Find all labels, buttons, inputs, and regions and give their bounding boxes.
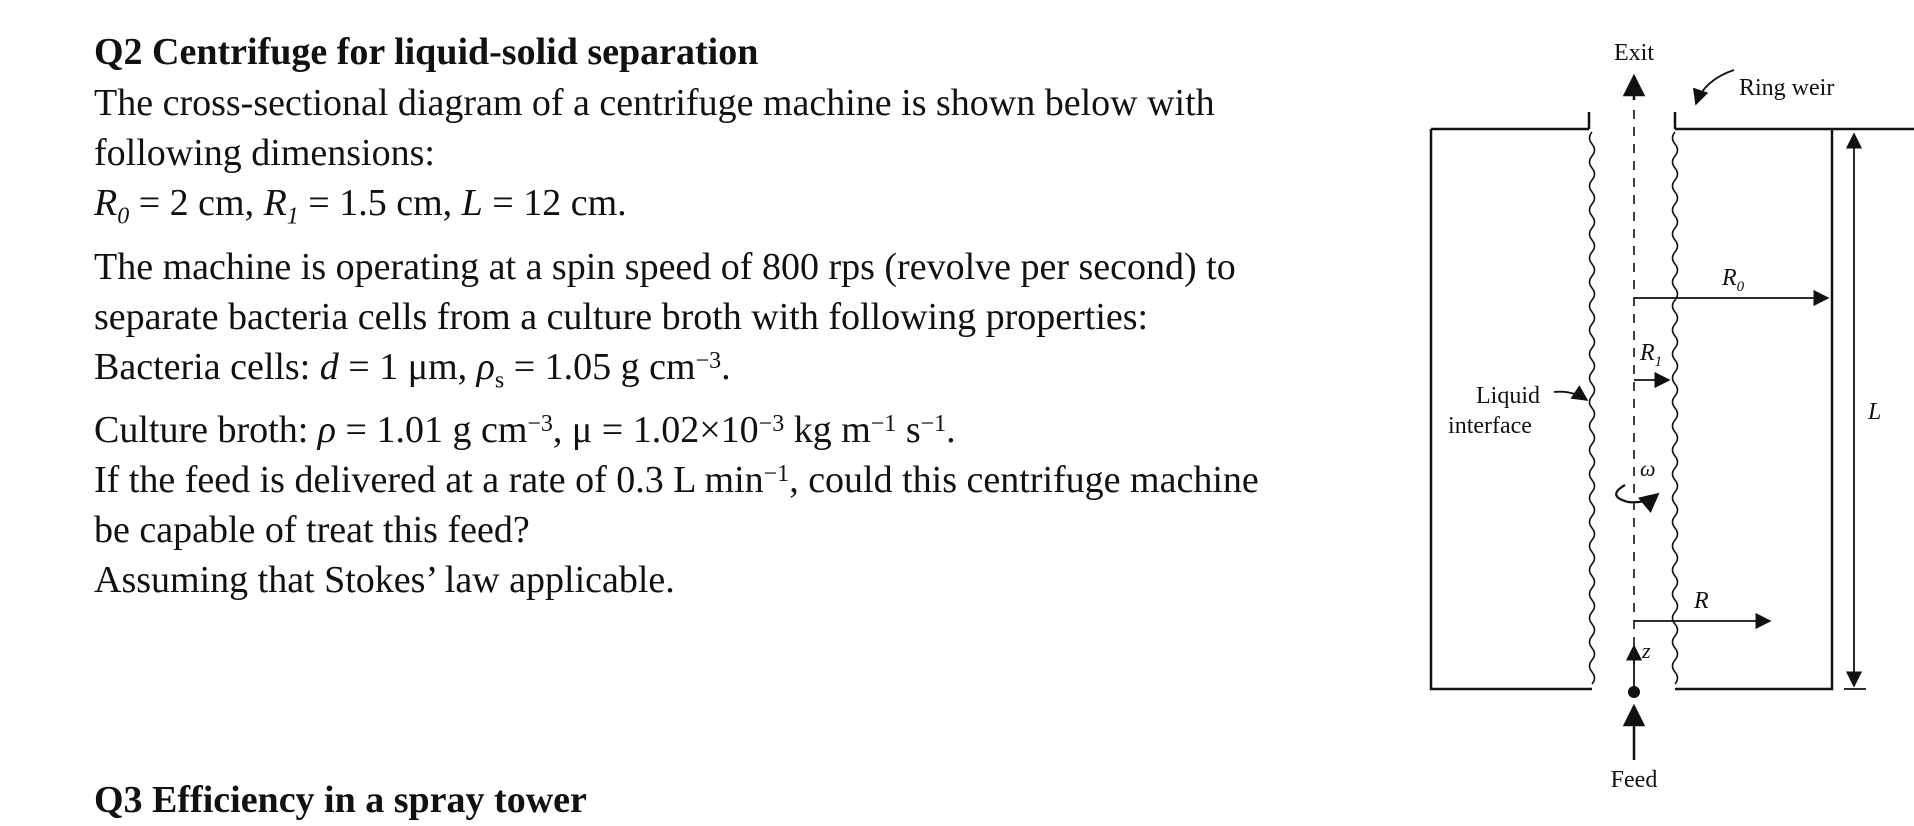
mu-exponent: −3 (758, 411, 785, 438)
rho-exponent: −3 (527, 411, 553, 438)
mu-unit-s: s (896, 409, 921, 452)
rho-s-symbol: ρ (476, 345, 495, 388)
r0-label: $R_0$ (1722, 265, 1745, 295)
rotation-arrow-icon (1616, 485, 1658, 502)
feed-label: Feed (1610, 767, 1658, 793)
exit-label: Exit (1614, 40, 1654, 66)
q2-line-2: following dimensions: (94, 132, 435, 174)
centrifuge-diagram (1384, 0, 1914, 808)
l-value: = 12 cm. (482, 182, 627, 224)
q2-line-1: The cross-sectional diagram of a centrifuge machine is shown below with (94, 82, 1215, 124)
mu-unit-kg-m: kg m (784, 409, 871, 452)
q3-title: Q3 Efficiency in a spray tower (94, 779, 587, 821)
q2-line-4: The machine is operating at a spin speed of 800 rps (revolve per second) to (94, 245, 1236, 288)
liquid-interface-left (1590, 132, 1595, 684)
r1-symbol: R (263, 182, 287, 224)
q2-bacteria-properties (94, 342, 1394, 406)
rho-s-subscript: s (494, 367, 505, 394)
bacteria-end: . (721, 345, 731, 388)
r0-subscript: 0 (117, 203, 130, 230)
q2-feed-line (94, 455, 1394, 505)
feed-rate-rest: , could this centrifuge machine (789, 459, 1259, 502)
liquid-label: Liquid (1476, 383, 1540, 409)
origin-point (1628, 686, 1640, 698)
d-value: = 1 μm, (338, 345, 477, 388)
bowl-left-wall (1431, 129, 1592, 689)
liquid-interface-leader (1554, 392, 1587, 400)
r1-label: $R_1$ (1640, 340, 1663, 370)
feed-rate-exponent: −1 (763, 461, 790, 488)
feed-rate-text: If the feed is delivered at a rate of 0.3 L min (94, 459, 764, 502)
liquid-interface-right (1673, 132, 1678, 684)
rho-s-exponent: −3 (695, 347, 722, 374)
omega-label: ω (1640, 456, 1656, 481)
ring-weir-label: Ring weir (1739, 75, 1835, 101)
q2-title: Q2 Centrifuge for liquid-solid separation (94, 31, 759, 73)
rho-symbol: ρ (317, 409, 337, 452)
q2-line-9: be capable of treat this feed? (94, 509, 530, 552)
r-label: R (1694, 588, 1709, 614)
question-2 (94, 26, 1394, 605)
interface-label: interface (1448, 413, 1532, 439)
r1-subscript: 1 (286, 203, 299, 230)
mu-unit-m-exponent: −1 (870, 411, 897, 438)
rho-value: = 1.01 g cm (336, 409, 528, 452)
mu-unit-s-exponent: −1 (920, 411, 947, 438)
d-symbol: d (319, 345, 339, 388)
bacteria-prefix: Bacteria cells: (94, 345, 320, 388)
broth-end: . (946, 409, 956, 452)
l-label: L (1868, 399, 1882, 425)
q2-line-5: separate bacteria cells from a culture broth with following properties: (94, 295, 1149, 338)
mu-value: , μ = 1.02×10 (552, 409, 759, 452)
r1-value: = 1.5 cm, (298, 182, 462, 224)
rho-s-value: = 1.05 g cm (504, 345, 696, 388)
z-label: z (1642, 638, 1651, 663)
r0-symbol: R (94, 182, 118, 224)
q2-dimensions (94, 178, 1394, 242)
q2-broth-properties (94, 405, 1394, 455)
l-symbol: L (461, 182, 483, 224)
broth-prefix: Culture broth: (94, 409, 318, 452)
r0-value: = 2 cm, (129, 182, 264, 224)
q2-line-10: Assuming that Stokes’ law applicable. (94, 559, 675, 602)
ring-weir-leader (1696, 70, 1734, 104)
